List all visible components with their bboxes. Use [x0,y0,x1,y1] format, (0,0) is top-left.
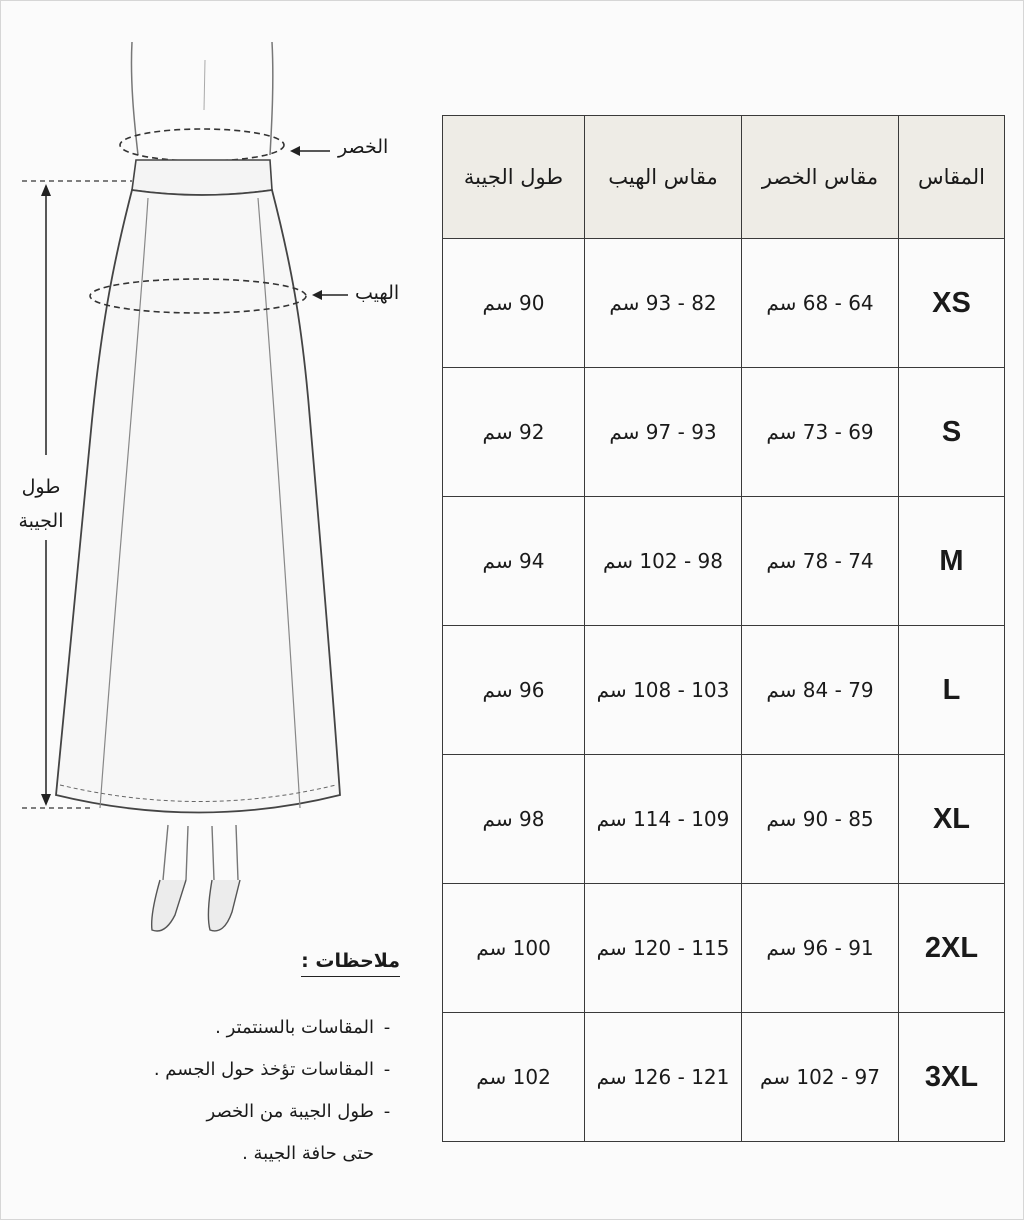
table-row [443,239,1005,368]
table-row [443,755,1005,884]
note-item: -المقاسات تؤخذ حول الجسم . [153,1059,391,1080]
size-cell: L [899,626,1005,755]
note-text: المقاسات تؤخذ حول الجسم . [153,1059,374,1080]
length-cell: 92 سم [443,368,585,497]
header-waist: مقاس الخصر [742,116,899,239]
size-cell: XL [899,755,1005,884]
table-row [443,884,1005,1013]
length-cell: 96 سم [443,626,585,755]
length-cell: 100 سم [443,884,585,1013]
table-row [443,1013,1005,1142]
size-cell: M [899,497,1005,626]
length-cell: 90 سم [443,239,585,368]
size-chart-table [442,115,1005,1142]
waist-cell: 74 - 78 سم [742,497,899,626]
note-continuation: حتى حافة الجيبة . [242,1143,374,1164]
note-text: طول الجيبة من الخصر [206,1101,374,1122]
notes-section [120,950,400,1175]
header-length: طول الجيبة [443,116,585,239]
size-cell: 3XL [899,1013,1005,1142]
hip-label: الهيب [355,282,400,304]
waist-label: الخصر [338,136,389,158]
note-item: -طول الجيبة من الخصر [206,1101,391,1122]
header-size: المقاس [899,116,1005,239]
length-cell: 98 سم [443,755,585,884]
waist-cell: 91 - 96 سم [742,884,899,1013]
size-cell: XS [899,239,1005,368]
hip-cell: 82 - 93 سم [585,239,742,368]
length-cell: 102 سم [443,1013,585,1142]
size-cell: S [899,368,1005,497]
length-cell: 94 سم [443,497,585,626]
hip-cell: 103 - 108 سم [585,626,742,755]
waist-cell: 79 - 84 سم [742,626,899,755]
note-text: المقاسات بالسنتمتر . [215,1017,374,1038]
hip-cell: 109 - 114 سم [585,755,742,884]
skirt-length-label: طول الجيبة [18,476,64,532]
notes-list [120,977,400,1175]
hip-cell: 98 - 102 سم [585,497,742,626]
table-row [443,368,1005,497]
table-row [443,497,1005,626]
waist-cell: 69 - 73 سم [742,368,899,497]
waist-cell: 85 - 90 سم [742,755,899,884]
notes-title: ملاحظات : [301,950,400,977]
hip-cell: 121 - 126 سم [585,1013,742,1142]
table-header-row [443,116,1005,239]
size-cell: 2XL [899,884,1005,1013]
note-item: -المقاسات بالسنتمتر . [215,1017,391,1038]
header-hip: مقاس الهيب [585,116,742,239]
hip-cell: 93 - 97 سم [585,368,742,497]
hip-cell: 115 - 120 سم [585,884,742,1013]
waist-cell: 97 - 102 سم [742,1013,899,1142]
table-row [443,626,1005,755]
waist-cell: 64 - 68 سم [742,239,899,368]
